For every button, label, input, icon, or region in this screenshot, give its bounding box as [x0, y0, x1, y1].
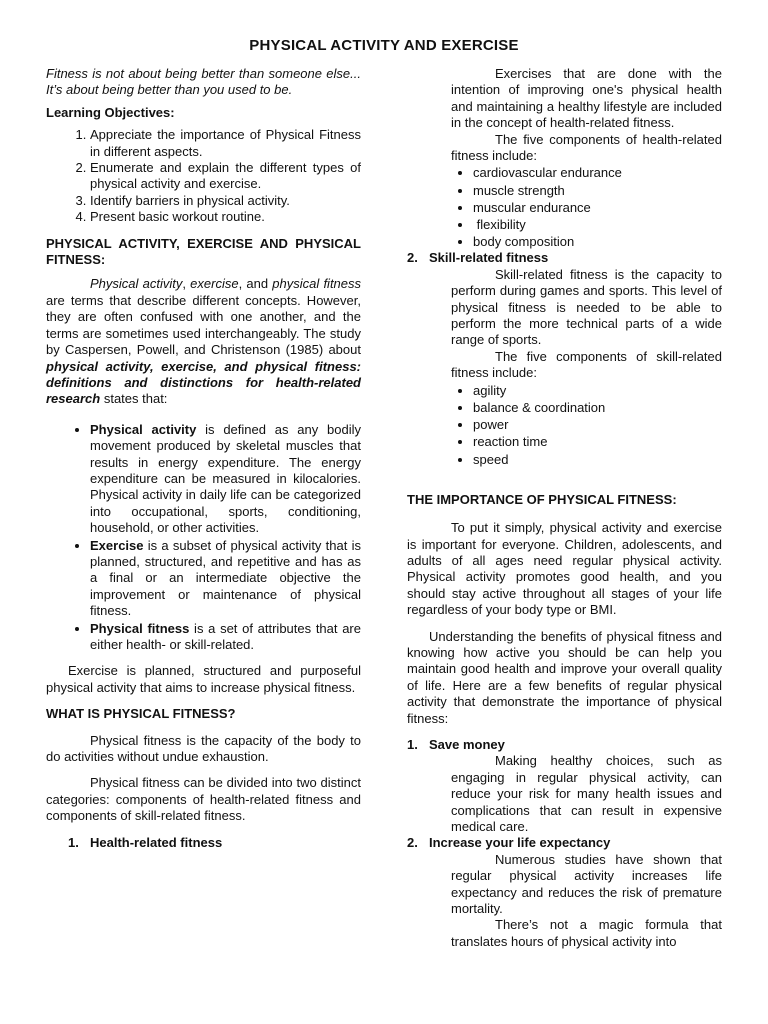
health-related-heading — [46, 835, 361, 851]
intro-text: , — [182, 276, 191, 292]
benefit-body-life-expectancy — [407, 852, 722, 950]
skill-component-item: • speed — [473, 451, 722, 468]
benefit-title: Save money — [429, 737, 505, 752]
health-related-number: 1. — [68, 834, 79, 850]
term-physical-activity: Physical activity — [90, 276, 183, 292]
definition-item — [90, 538, 361, 620]
term-exercise: exercise — [190, 276, 239, 292]
health-related-title: Health-related fitness — [90, 834, 223, 850]
study-title: physical activity, exercise, and physical fitness: definitions and distinctions for health-related research — [46, 358, 361, 407]
skill-component-item: • balance & coordination — [473, 399, 722, 416]
benefit-number: 1. — [407, 737, 418, 752]
benefit-title: Increase your life expectancy — [429, 835, 611, 851]
health-related-body — [407, 66, 722, 164]
benefit-heading-life-expectancy — [407, 835, 722, 851]
intro-paragraph — [46, 276, 361, 407]
health-related-paragraph-2: The five components of health-related fitness include: — [451, 131, 722, 164]
benefit-body-save-money — [407, 753, 722, 835]
benefit-text-continued: There’s not a magic formula that translates hours of physical activity into — [451, 917, 722, 949]
objective-item: 3. Identify barriers in physical activity. — [90, 193, 361, 209]
objectives-heading: Learning Objectives: — [46, 104, 175, 120]
skill-related-number: 2. — [407, 250, 418, 266]
skill-component-item: • reaction time — [473, 433, 722, 450]
intro-text: are terms that describe different concepts. However, they are often confused with one another, and the terms are sometimes used interchangeably. The study by Caspersen, Powell, and Christenson (1985) about — [46, 292, 361, 358]
definition-term: Physical fitness — [90, 620, 190, 636]
page-title: PHYSICAL ACTIVITY AND EXERCISE — [249, 37, 519, 54]
fitness-paragraph-2: Physical fitness can be divided into two distinct categories: components of health-related fitness and components of skill-related fitness. — [46, 775, 361, 824]
health-component-item: • flexibility — [473, 216, 722, 233]
objective-item: 2. Enumerate and explain the different types of physical activity and exercise. — [90, 160, 361, 193]
definition-text: is defined as any bodily movement produced by skeletal muscles that results in energy expenditure. The energy expenditure can be measured in kilocalories. Physical activity in daily life can be categorized into occupational, sports, conditioning, household, or other activities. — [90, 421, 361, 536]
left-column — [46, 66, 361, 851]
exercise-paragraph: Exercise is planned, structured and purposeful physical activity that aims to increase physical fitness. — [46, 663, 361, 695]
definition-item — [90, 621, 361, 654]
definition-text: is a subset of physical activity that is planned, structured, and repetitive and has as a final or an intermediate objective the improvement or maintenance of physical fitness. — [90, 537, 361, 619]
benefit-number: 2. — [407, 835, 418, 851]
benefit-text: Making healthy choices, such as engaging in regular physical activity, can reduce your risk for many health issues and complications that can result in expensive medical care. — [451, 753, 722, 835]
health-component-item: • muscle strength — [473, 182, 722, 199]
health-component-item: • muscular endurance — [473, 199, 722, 216]
definitions-list — [46, 422, 361, 654]
section-heading-fitness: WHAT IS PHYSICAL FITNESS? — [46, 706, 236, 722]
objective-item: 4. Present basic workout routine. — [90, 209, 361, 225]
skill-components-list — [407, 382, 722, 468]
benefit-text: Numerous studies have shown that regular physical activity increases life expectancy and reduces the risk of premature mortality. — [451, 851, 722, 917]
importance-paragraph-1: To put it simply, physical activity and exercise is important for everyone. Children, adolescents, and adults of all ages need regular physical activity. Physical activity promotes good health, and you should stay active throughout all stages of your life regardless of your body type or BMI. — [407, 520, 722, 618]
importance-paragraph-2: Understanding the benefits of physical fitness and knowing how active you should be can help you maintain good health and improve your overall quality of life. Here are a few benefits of regular physical activity that demonstrate the importance of physical fitness: — [407, 628, 722, 726]
definition-term: Physical activity — [90, 421, 197, 437]
skill-related-title: Skill-related fitness — [429, 250, 549, 266]
definition-term: Exercise — [90, 537, 144, 553]
intro-text: , and — [238, 276, 273, 292]
section-heading-importance: THE IMPORTANCE OF PHYSICAL FITNESS: — [407, 491, 677, 507]
objective-item: 1. Appreciate the importance of Physical Fitness in different aspects. — [90, 127, 361, 160]
skill-related-body — [407, 267, 722, 382]
fitness-paragraph-1: Physical fitness is the capacity of the body to do activities without undue exhaustion. — [46, 732, 361, 765]
health-components-list — [407, 164, 722, 250]
term-physical-fitness: physical fitness — [272, 276, 362, 292]
health-component-item: • cardiovascular endurance — [473, 164, 722, 181]
benefit-heading-save-money — [407, 737, 722, 753]
skill-related-heading — [407, 250, 722, 266]
intro-text: states that: — [100, 391, 168, 407]
skill-related-paragraph-2: The five components of skill-related fitness include: — [451, 348, 722, 381]
skill-component-item: • agility — [473, 382, 722, 399]
section-heading-activity: PHYSICAL ACTIVITY, EXERCISE AND PHYSICAL FITNESS: — [46, 235, 361, 268]
skill-related-paragraph-1: Skill-related fitness is the capacity to perform during games and sports. This level of physical fitness is needed to be able to perform the more technical parts of a wide range of sports. — [451, 266, 722, 348]
definition-item — [90, 422, 361, 537]
health-component-item: • body composition — [473, 233, 722, 250]
skill-component-item: • power — [473, 416, 722, 433]
definition-text: is a set of attributes that are either health- or skill-related. — [90, 620, 361, 652]
health-related-paragraph-1: Exercises that are done with the intention of improving one's physical health and maintaining a healthy lifestyle are included in the concept of health-related fitness. — [451, 66, 722, 131]
right-column — [407, 66, 722, 950]
epigraph-quote: Fitness is not about being better than someone else... It’s about being better than you used to be. — [46, 66, 361, 98]
objectives-list — [46, 127, 361, 225]
